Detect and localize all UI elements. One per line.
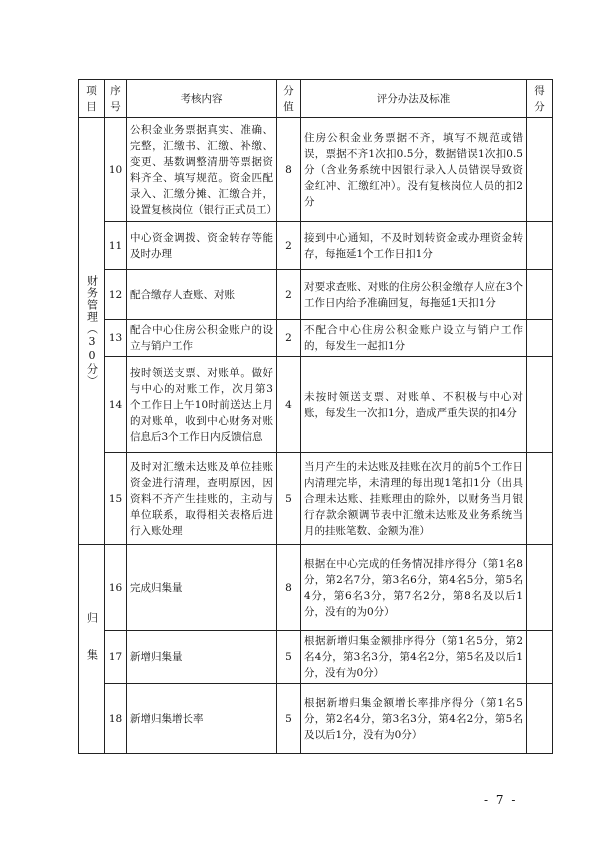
row-criteria: 对要求查账、对账的住房公积金缴存人应在3个工作日内给予准确回复，每拖延1天扣1分 [301, 270, 527, 320]
row-got [527, 357, 553, 453]
row-criteria: 当月产生的未达账及挂账在次月的前5个工作日内清理完毕，未清理的每出现1笔扣1分（出具合理未达账、挂账理由的除外，以财务当月银行存款余额调节表中汇缴未达账及业务系统当月的挂账笔数、金额为准） [301, 453, 527, 545]
row-criteria: 根据在中心完成的任务情况排序得分（第1名8分，第2名7分，第3名6分，第4名5分，第5名4分，第6名3分，第7名2分，第8名及以后1分，没有的为0分） [301, 545, 527, 631]
row-got [527, 453, 553, 545]
row-score: 8 [277, 118, 301, 222]
row-score: 8 [277, 545, 301, 631]
row-number: 13 [105, 320, 127, 357]
row-got [527, 222, 553, 270]
row-content: 新增归集量 [127, 631, 277, 684]
row-got [527, 270, 553, 320]
row-criteria: 未按时领送支票、对账单、不积极与中心对账，每发生一次扣1分，造成严重失误的扣4分 [301, 357, 527, 453]
row-content: 按时领送支票、对账单。做好与中心的对账工作，次月第3个工作日上午10时前送达上月的对账单，收到中心财务对账信息后3个工作日内反馈信息 [127, 357, 277, 453]
table-row [79, 320, 553, 357]
table-header-row [79, 80, 553, 118]
row-number: 16 [105, 545, 127, 631]
category-finance [79, 118, 105, 545]
row-criteria: 接到中心通知，不及时划转资金或办理资金转存，每拖延1个工作日扣1分 [301, 222, 527, 270]
table-row [79, 222, 553, 270]
table-row [79, 545, 553, 631]
row-number: 15 [105, 453, 127, 545]
row-score: 2 [277, 320, 301, 357]
category-collection [79, 545, 105, 754]
row-number: 18 [105, 684, 127, 754]
row-number: 14 [105, 357, 127, 453]
row-number: 11 [105, 222, 127, 270]
table-row [79, 357, 553, 453]
row-content: 完成归集量 [127, 545, 277, 631]
table-row [79, 270, 553, 320]
table-row [79, 684, 553, 754]
row-score: 2 [277, 270, 301, 320]
row-number: 12 [105, 270, 127, 320]
row-got [527, 118, 553, 222]
category-collection-label: 归集 [85, 612, 99, 686]
category-finance-label: 财务管理（30分） [85, 275, 99, 387]
header-seq: 序号 [105, 80, 127, 118]
header-criteria: 评分办法及标准 [301, 80, 527, 118]
row-content: 配合缴存人查账、对账 [127, 270, 277, 320]
row-criteria: 根据新增归集金额增长率排序得分（第1名5分，第2名4分，第3名3分，第4名2分，第5名及以后1分，没有为0分） [301, 684, 527, 754]
header-score: 分值 [277, 80, 301, 118]
row-number: 17 [105, 631, 127, 684]
row-number: 10 [105, 118, 127, 222]
page-number: - 7 - [484, 793, 518, 807]
row-got [527, 684, 553, 754]
row-criteria: 住房公积金业务票据不齐，填写不规范或错误，票据不齐1次扣0.5分，数据错误1次扣0.5分（含业务系统中因银行录入人员错误导致资金红冲、汇缴红冲）。没有复核岗位人员的扣2分 [301, 118, 527, 222]
row-score: 5 [277, 631, 301, 684]
row-got [527, 631, 553, 684]
row-criteria: 不配合中心住房公积金账户设立与销户工作的，每发生一起扣1分 [301, 320, 527, 357]
row-content: 公积金业务票据真实、准确、完整，汇缴书、汇缴、补缴、变更、基数调整清册等票据资料齐全、填写规范。资金匹配录入、汇缴分摊、汇缴合并，设置复核岗位（银行正式员工） [127, 118, 277, 222]
row-score: 5 [277, 684, 301, 754]
header-item: 项目 [79, 80, 105, 118]
row-score: 5 [277, 453, 301, 545]
header-content: 考核内容 [127, 80, 277, 118]
row-content: 新增归集增长率 [127, 684, 277, 754]
row-got [527, 320, 553, 357]
row-content: 配合中心住房公积金账户的设立与销户工作 [127, 320, 277, 357]
table-row [79, 453, 553, 545]
row-content: 中心资金调拨、资金转存等能及时办理 [127, 222, 277, 270]
row-content: 及时对汇缴未达账及单位挂账资金进行清理，查明原因，因资料不齐产生挂账的，主动与单位联系，取得相关表格后进行入账处理 [127, 453, 277, 545]
row-got [527, 545, 553, 631]
table-row [79, 118, 553, 222]
row-score: 2 [277, 222, 301, 270]
header-got: 得分 [527, 80, 553, 118]
row-criteria: 根据新增归集金额排序得分（第1名5分，第2名4分，第3名3分，第4名2分，第5名及以后1分，没有为0分） [301, 631, 527, 684]
assessment-table [78, 79, 553, 754]
table-row [79, 631, 553, 684]
row-score: 4 [277, 357, 301, 453]
